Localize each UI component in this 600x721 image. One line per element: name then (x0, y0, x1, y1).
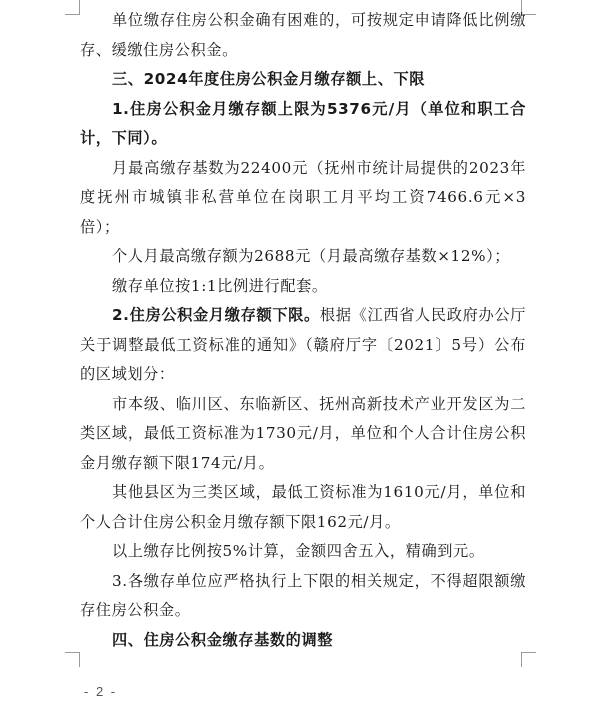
section-heading-4: 四、住房公积金缴存基数的调整 (112, 630, 334, 649)
paragraph-matching: 缴存单位按1:1比例进行配套。 (112, 276, 328, 295)
paragraph-personal-max: 个人月最高缴存额为2688元（月最高缴存基数×12%）； (112, 247, 511, 265)
paragraph-compliance: 3.各缴存单位应严格执行上下限的相关规定，不得超限额缴存住房公积金。 (80, 571, 526, 619)
paragraph-max-base: 月最高缴存基数为22400元（抚州市统计局提供的2023年度抚州市城镇非私营单位在岗职工月平均工资7466.6元×3倍）； (80, 158, 526, 236)
paragraph-class-two-region: 市本级、临川区、东临新区、抚州高新技术产业开发区为二类区域，最低工资标准为1730元/月，单位和个人合计住房公积金月缴存额下限174元/月。 (80, 394, 526, 472)
paragraph-class-three-region: 其他县区为三类区域，最低工资标准为1610元/月，单位和个人合计住房公积金月缴存额下限162元/月。 (80, 483, 526, 531)
subheading-lower-limit: 2.住房公积金月缴存额下限。 (112, 306, 320, 324)
subheading-upper-limit: 1.住房公积金月缴存额上限为5376元/月（单位和职工合计，下同）。 (80, 99, 526, 147)
crop-mark-bottom-left (65, 652, 80, 667)
section-heading-3: 三、2024年度住房公积金月缴存额上、下限 (112, 70, 426, 88)
paragraph-lower-limit (80, 301, 526, 390)
page-number: - 2 - (84, 684, 118, 699)
lower-limit-text: 根据《江西省人民政府办公厅关于调整最低工资标准的通知》（赣府厅字〔2021〕5号）公布的区域划分： (80, 306, 526, 383)
document-body (80, 6, 526, 655)
crop-mark-top-left (65, 0, 80, 15)
paragraph-rounding: 以上缴存比例按5%计算，金额四舍五入，精确到元。 (112, 542, 485, 560)
paragraph-hardship: 单位缴存住房公积金确有困难的，可按规定申请降低比例缴存、缓缴住房公积金。 (80, 11, 526, 59)
